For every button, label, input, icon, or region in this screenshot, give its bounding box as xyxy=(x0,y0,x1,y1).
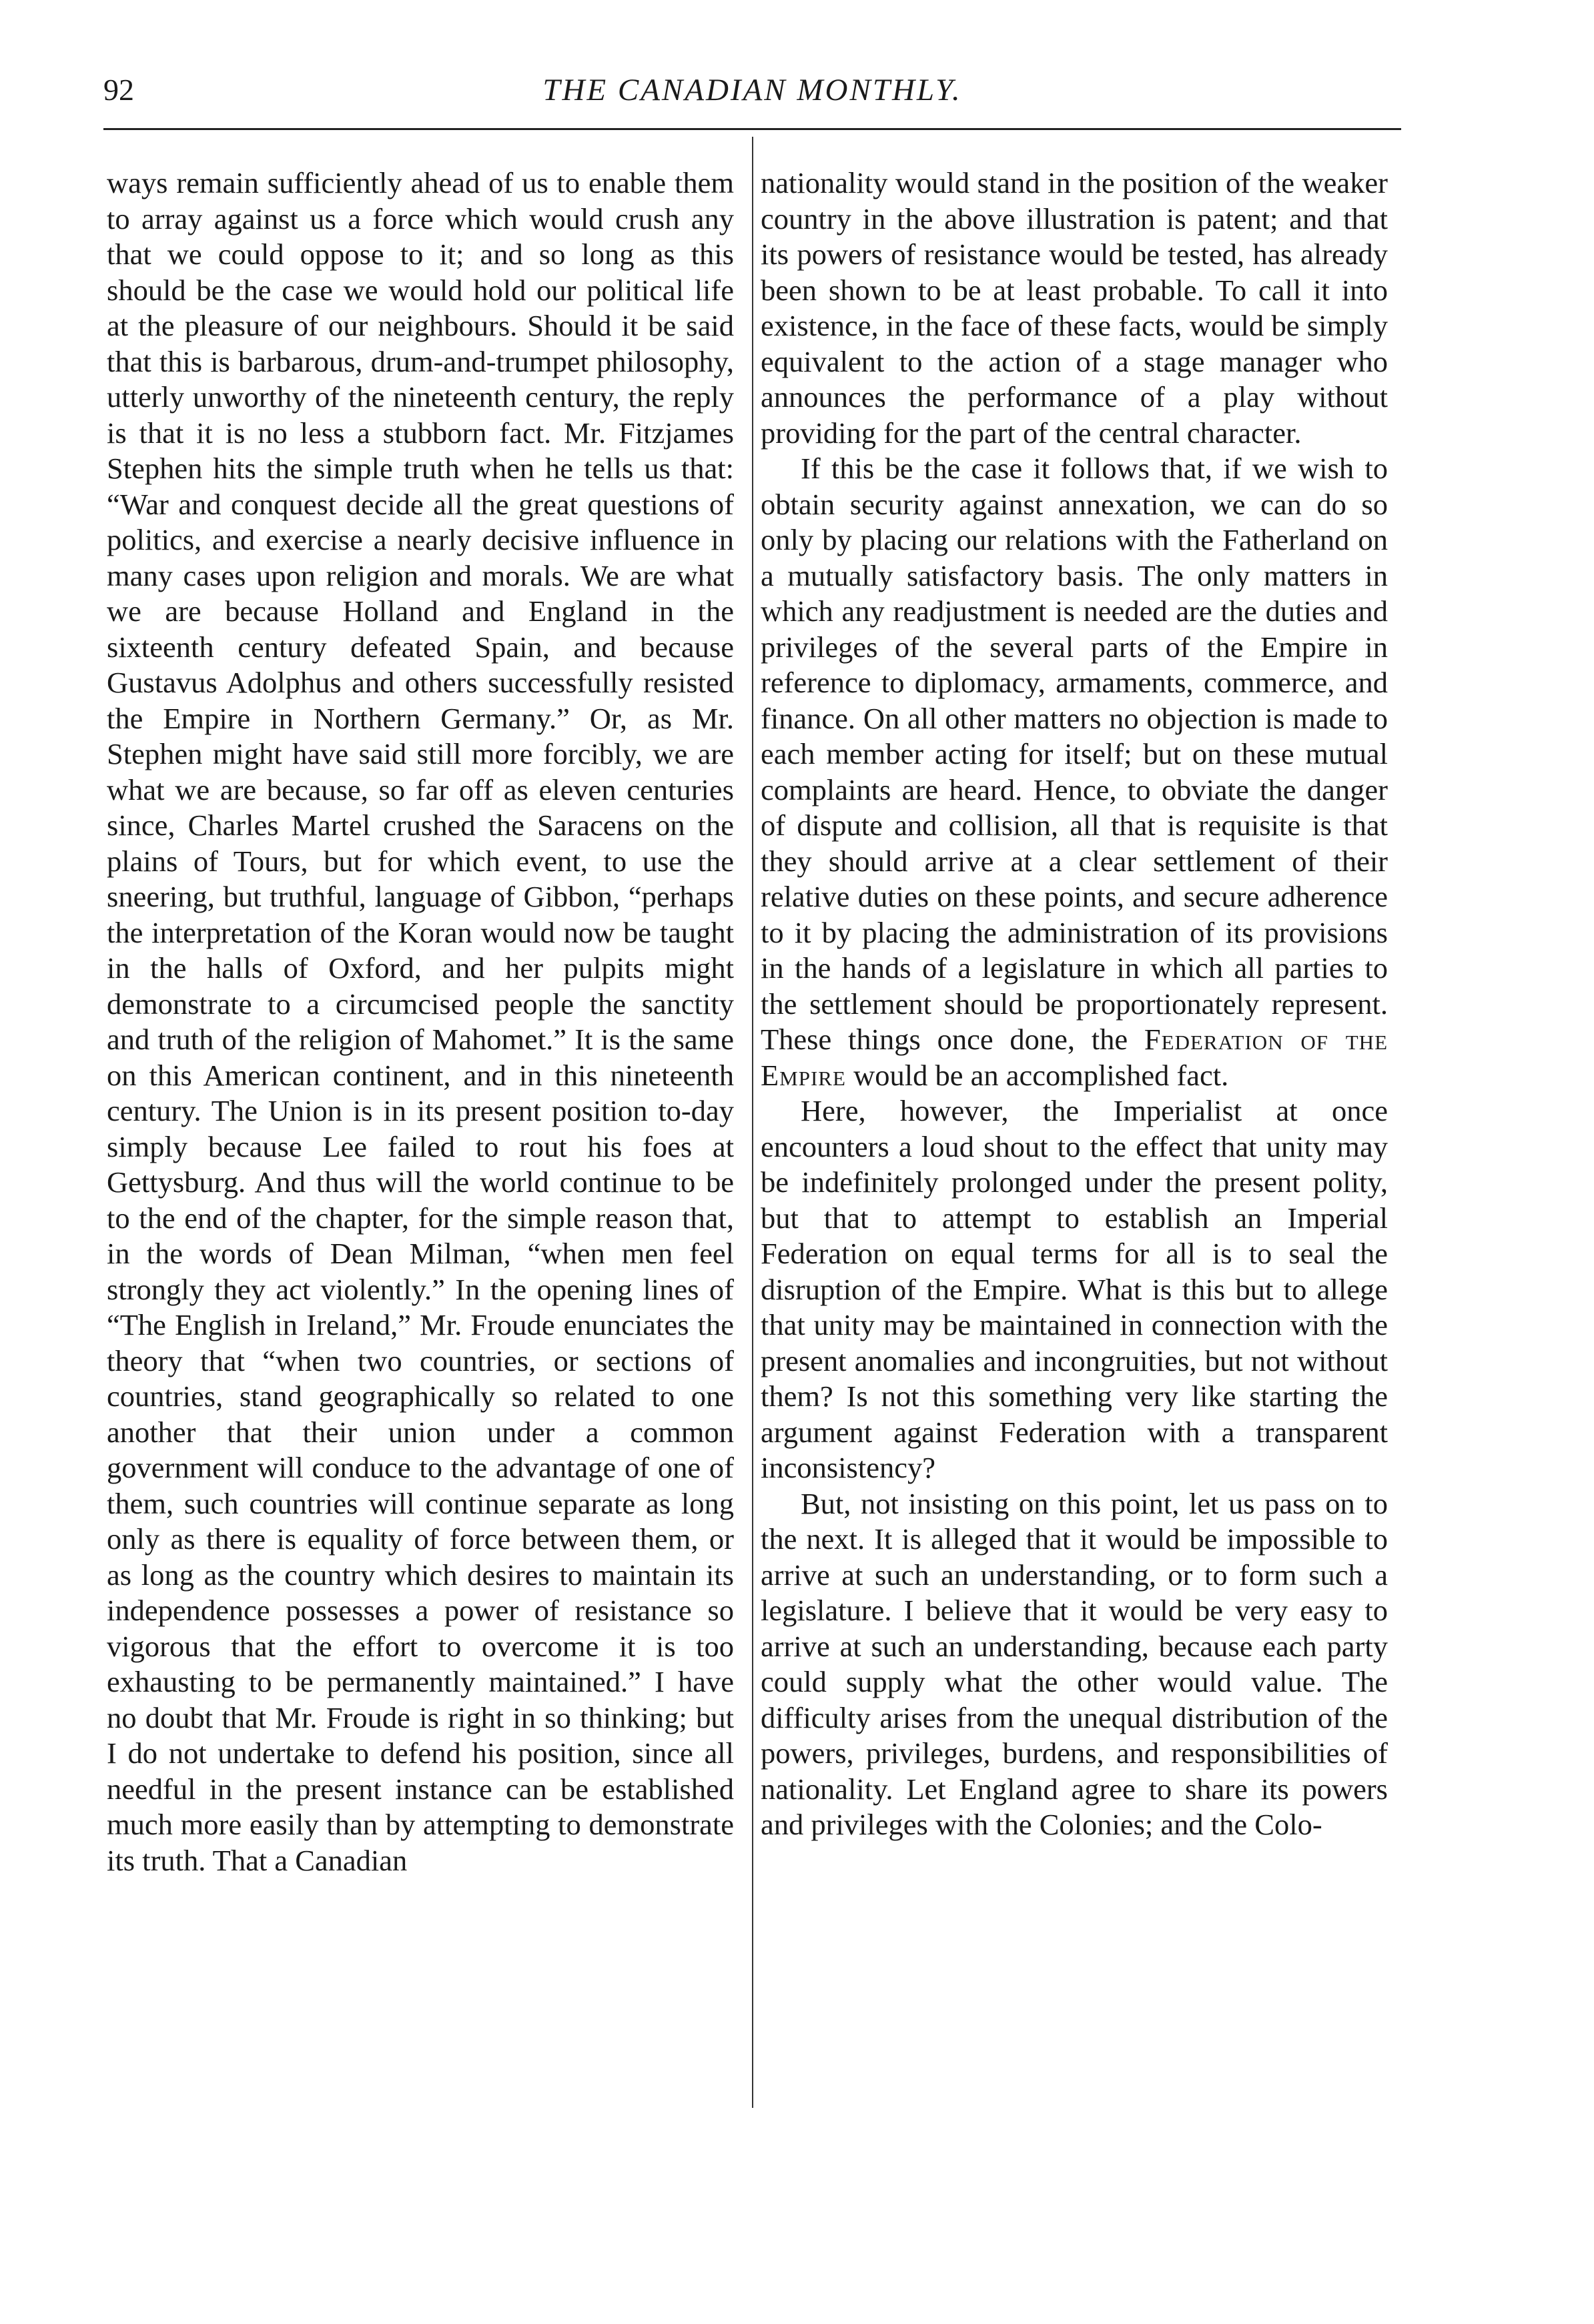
running-head xyxy=(103,67,1401,113)
header-rule xyxy=(103,128,1401,130)
paragraph-text: If this be the case it follows that, if we wish to obtain security against annexation, we can do so only by placing our relations with the Fatherland on a mutually satisfactory basis. The only matters in which any readjustment is needed are the duties and privileges of the several parts of the Empire in reference to diplomacy, armaments, commerce, and finance. On all other matters no objection is made to each member acting for itself; but on these mutual complaints are heard. Hence, to obviate the danger of dispute and collision, all that is requisite is that they should arrive at a clear settlement of their relative duties on these points, and secure adherence to it by placing the administration of its provisions in the hands of a legislature in which all parties to the settlement should be proportionately represent. These things once done, the xyxy=(761,452,1388,1056)
column-divider xyxy=(752,137,753,2108)
paragraph: Here, however, the Imperialist at once encounters a loud shout to the effect that unity may be indefinitely prolonged under the present polity, but that to attempt to establish an Imperial Federation on equal terms for all is to seal the disruption of the Empire. What is this but to allege that unity may be maintained in connection with the present anomalies and incongruities, but not without them? Is not this something very like starting the argument against Federation with a transparent inconsistency? xyxy=(761,1094,1388,1484)
running-title: THE CANADIAN MONTHLY. xyxy=(542,73,962,107)
paragraph: nationality would stand in the position of the weaker country in the above illustration is patent; and that its powers of resistance would be tested, has already been shown to be at least probable. To call it into existence, in the face of these facts, would be simply equivalent to the action of a stage manager who announces the performance of a play without providing for the part of the central character. xyxy=(761,166,1388,450)
left-column xyxy=(107,165,734,1878)
paragraph: ways remain sufficiently ahead of us to enable them to array against us a force which would crush any that we could oppose to it; and so long as this should be the case we would hold our political life at the pleasure of our neighbours. Should it be said that this is barbarous, drum-and-trumpet philosophy, utterly unworthy of the nineteenth century, the reply is that it is no less a stubborn fact. Mr. Fitzjames Stephen hits the simple truth when he tells us that: “War and conquest decide all the great questions of politics, and exercise a nearly decisive influence in many cases upon religion and morals. We are what we are because Holland and England in the sixteenth century defeated Spain, and because Gustavus Adolphus and others successfully resisted the Empire in Northern Germany.” Or, as Mr. Stephen might have said still more forcibly, we are what we are because, so far off as eleven centuries since, Charles Martel crushed the Saracens on the plains of Tours, but for which event, to use the sneering, but truthful, language of Gibbon, “perhaps the interpretation of the Koran would now be taught in the halls of Oxford, and her pulpits might demonstrate to a circumcised people the sanctity and truth of the religion of Mahomet.” It is the same on this American continent, and in this nineteenth century. The Union is in its present position to-day simply because Lee failed to rout his foes at Gettysburg. And thus will the world continue to be to the end of the chapter, for the simple reason that, in the words of Dean Milman, “when men feel strongly they act violently.” In the opening lines of “The English in Ireland,” Mr. Froude enunciates the theory that “when two countries, or sections of countries, stand geographically so related to one another that their union under a common government will conduce to the advantage of one of them, such countries will continue separate as long only as there is equality of force between them, or as long as the country which desires to maintain its independence possesses a power of resistance so vigorous that the effort to overcome it is too exhausting to be permanently maintained.” I have no doubt that Mr. Froude is right in so thinking; but I do not undertake to defend his position, since all needful in the present instance can be established much more easily than by attempting to demonstrate its truth. That a Canadian xyxy=(107,166,734,1877)
paragraph xyxy=(761,451,1388,1093)
paragraph: But, not insisting on this point, let us pass on to the next. It is alleged that it would be impossible to arrive at such an understanding, or to form such a legislature. I believe that it would be very easy to arrive at such an understanding, because each party could supply what the other would value. The difficulty arises from the unequal distribution of the powers, privileges, burdens, and responsibilities of nationality. Let England agree to share its powers and privileges with the Colonies; and the Colo- xyxy=(761,1486,1388,1841)
small-caps-phrase: Federation of the Empire xyxy=(761,1023,1388,1092)
paragraph-text: would be an accomplished fact. xyxy=(845,1058,1229,1092)
page-number: 92 xyxy=(103,73,134,107)
right-column xyxy=(761,165,1388,1843)
